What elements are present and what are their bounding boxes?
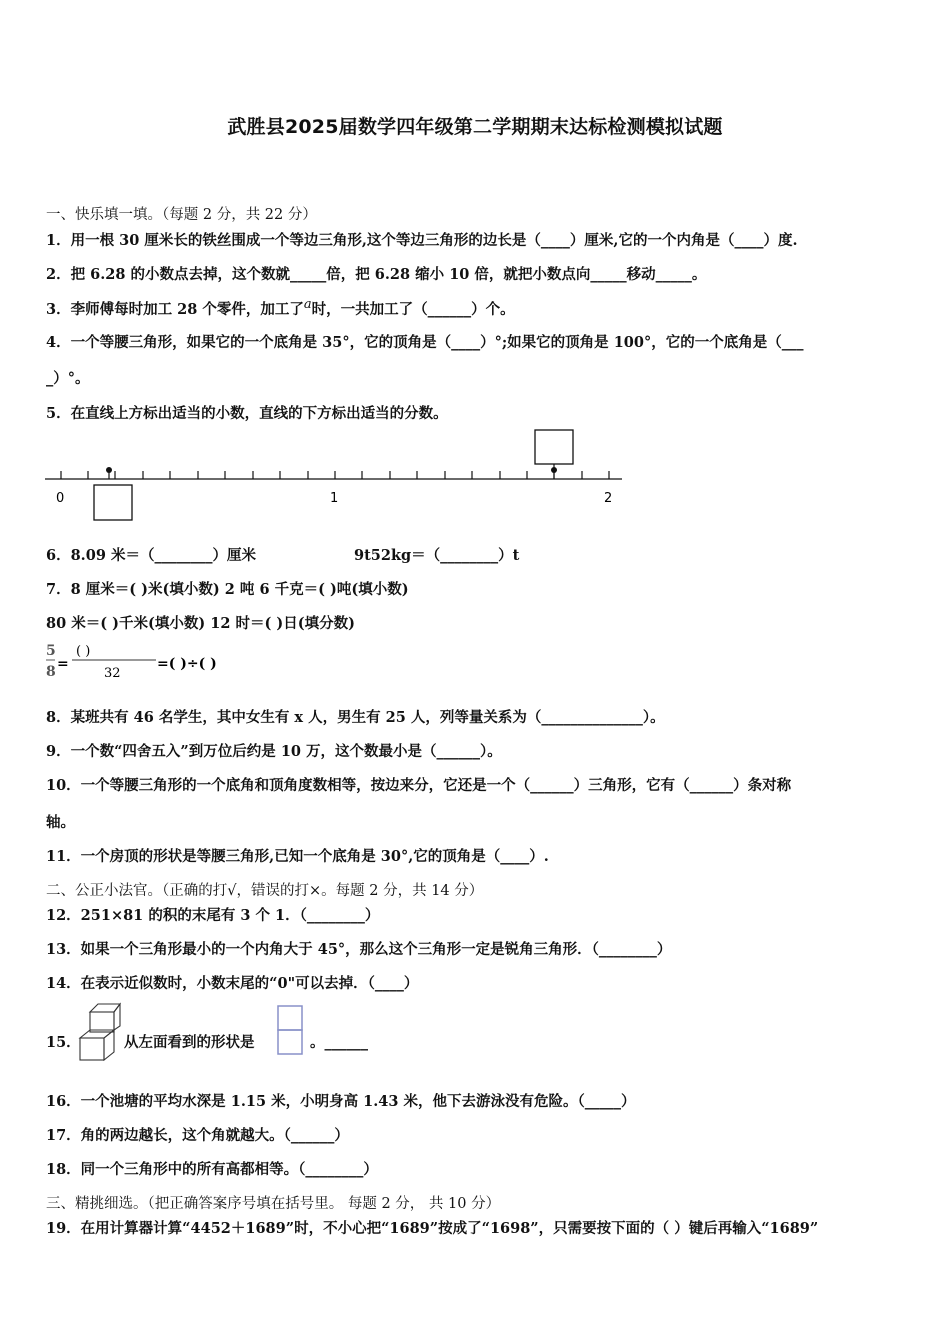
question-15-answer: 。______ xyxy=(310,1034,368,1051)
question-10: 10．一个等腰三角形的一个底角和顶角度数相等，按边来分，它还是一个（______）三角形，它有（______）条对称 xyxy=(46,777,792,794)
tick-label-1: 1 xyxy=(330,491,339,506)
answer-box-bottom xyxy=(94,485,132,520)
equals-sign: = xyxy=(57,656,69,672)
fraction-blank-numerator: ( ) xyxy=(76,644,91,659)
question-18: 18．同一个三角形中的所有高都相等。（________） xyxy=(46,1161,378,1178)
question-2: 2．把 6.28 的小数点去掉，这个数就_____倍，把 6.28 缩小 10 倍，就把小数点向_____移动_____。 xyxy=(46,266,707,283)
fraction-denominator-32: 32 xyxy=(104,666,121,681)
question-16: 16．一个池塘的平均水深是 1.15 米，小明身高 1.43 米，他下去游泳没有危险。（_____） xyxy=(46,1093,636,1110)
question-11: 11．一个房顶的形状是等腰三角形,已知一个底角是 30°,它的顶角是（____）. xyxy=(46,848,549,865)
question-4-continued: _）°。 xyxy=(46,370,90,387)
question-13: 13．如果一个三角形最小的一个内角大于 45°，那么这个三角形一定是锐角三角形．（________） xyxy=(46,941,672,958)
section-2-heading: 二、公正小法官。（正确的打√，错误的打×。每题 2 分，共 14 分） xyxy=(46,883,484,899)
question-3 xyxy=(46,297,515,319)
question-6-part-b: 9t52kg＝（________）t xyxy=(354,547,520,564)
tick-label-2: 2 xyxy=(604,491,613,506)
question-15-text: 从左面看到的形状是 xyxy=(124,1034,255,1051)
question-3-variable: a xyxy=(303,297,312,312)
section-3-heading: 三、精挑细选。（把正确答案序号填在括号里。 每题 2 分， 共 10 分） xyxy=(46,1196,501,1212)
number-line-figure xyxy=(40,425,640,525)
section-1-heading: 一、快乐填一填。（每题 2 分，共 22 分） xyxy=(46,207,317,223)
question-7-line-2: 80 米＝( )千米(填小数) 12 时＝( )日(填分数) xyxy=(46,615,355,632)
question-15-number: 15． xyxy=(46,1034,81,1051)
question-10-continued: 轴。 xyxy=(46,814,75,831)
question-4: 4．一个等腰三角形，如果它的一个底角是 35°，它的顶角是（____）°;如果它的顶角是 100°，它的一个底角是（___ xyxy=(46,334,804,351)
question-8: 8．某班共有 46 名学生，其中女生有 x 人，男生有 25 人，列等量关系为（______________）。 xyxy=(46,709,665,726)
question-6-part-a: 6．8.09 米＝（________）厘米 xyxy=(46,547,256,564)
question-7-line-1: 7．8 厘米＝( )米(填小数) 2 吨 6 千克＝( )吨(填小数) xyxy=(46,581,409,598)
stacked-cubes-figure xyxy=(78,1000,122,1062)
question-12: 12．251×81 的积的末尾有 3 个 1．（________） xyxy=(46,907,380,924)
fraction-numerator: 5 xyxy=(46,643,56,659)
answer-box-top xyxy=(535,430,573,464)
page-title: 武胜县2025届数学四年级第二学期期末达标检测模拟试题 xyxy=(227,116,723,138)
question-9: 9．一个数“四舍五入”到万位后约是 10 万，这个数最小是（______）。 xyxy=(46,743,502,760)
fraction-tail: =( )÷( ) xyxy=(157,656,217,672)
question-3-text-a: 3．李师傅每时加工 28 个零件，加工了 xyxy=(46,300,304,318)
question-5: 5．在直线上方标出适当的小数，直线的下方标出适当的分数。 xyxy=(46,405,448,422)
tick-label-0: 0 xyxy=(56,491,65,506)
question-14: 14．在表示近似数时，小数末尾的“0"可以去掉．（____） xyxy=(46,975,419,992)
question-1: 1．用一根 30 厘米长的铁丝围成一个等边三角形,这个等边三角形的边长是（____）厘米,它的一个内角是（____）度. xyxy=(46,232,798,249)
side-view-figure xyxy=(276,1004,304,1058)
number-line-ticks xyxy=(61,471,609,479)
fraction-equation xyxy=(46,640,266,682)
question-3-text-b: 时，一共加工了（______）个。 xyxy=(311,300,515,318)
question-19: 19．在用计算器计算“4452＋1689”时，不小心把“1689”按成了“1698”，只需要按下面的（ ）键后再输入“1689” xyxy=(46,1220,819,1237)
fraction-denominator: 8 xyxy=(46,664,56,680)
question-17: 17．角的两边越长，这个角就越大。（______） xyxy=(46,1127,349,1144)
